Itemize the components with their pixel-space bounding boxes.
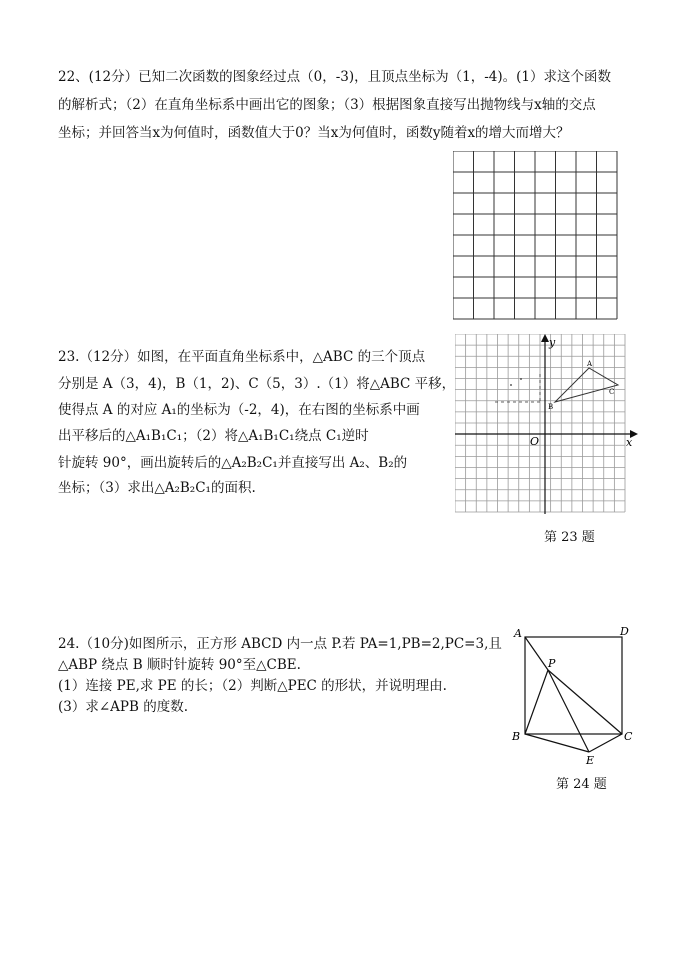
q23-label-c: C [609, 388, 615, 396]
q24-square-abcd [525, 637, 622, 734]
q24-segment-pb [525, 670, 548, 734]
q23-label-a: A [587, 360, 593, 368]
q24-segment-pe [548, 670, 589, 752]
q24-label-e: E [586, 754, 595, 766]
q24-label-d: D [620, 625, 629, 638]
q24-line-3: (1）连接 PE,求 PE 的长；（2）判断△PEC 的形状，并说明理由. [58, 678, 447, 694]
q23-y-axis-arrow [541, 334, 549, 342]
q24-segment-ap [525, 637, 548, 670]
q24-segment-pc [548, 670, 622, 734]
q23-caption: 第 23 题 [544, 530, 595, 545]
q24-square-figure [508, 624, 636, 766]
q22-line-2: 的解析式；（2）在直角坐标系中画出它的图象；（3）根据图象直接写出抛物线与x轴的交点 [58, 97, 596, 113]
q24-line-4: (3）求∠APB 的度数. [58, 699, 189, 715]
q23-line-4: 出平移后的△A₁B₁C₁；（2）将△A₁B₁C₁绕点 C₁逆时 [58, 428, 369, 444]
q24-label-p: P [548, 657, 556, 670]
q24-label-c: C [624, 730, 633, 743]
q24-segment-ce [589, 734, 622, 752]
q23-point-mark-2 [520, 378, 522, 380]
q23-coordinate-figure [455, 334, 640, 516]
q22-line-3: 坐标；并回答当x为何值时，函数值大于0？当x为何值时，函数y随着x的增大而增大？ [58, 125, 570, 141]
q22-blank-grid [453, 151, 619, 321]
q23-y-label: y [549, 336, 556, 349]
q23-label-b: B [548, 403, 554, 411]
q24-segment-be [525, 734, 589, 752]
q23-line-6: 坐标；（3）求出△A₂B₂C₁的面积. [58, 480, 256, 496]
q24-line-1: 24.（10分)如图所示，正方形 ABCD 内一点 P.若 PA=1,PB=2,PC=3,且 [58, 636, 502, 652]
q24-caption: 第 24 题 [556, 777, 607, 792]
q23-point-mark-1 [510, 384, 512, 386]
q23-line-1: 23.（12分）如图，在平面直角坐标系中，△ABC 的三个顶点 [58, 349, 426, 365]
q24-line-2: △ABP 绕点 B 顺时针旋转 90°至△CBE. [58, 657, 301, 673]
q22-line-1: 22、(12分）已知二次函数的图象经过点（0，-3)，且顶点坐标为（1，-4)。(1）求这个函数 [58, 69, 611, 85]
q23-triangle-abc [555, 368, 618, 402]
q23-line-3: 使得点 A 的对应 A₁的坐标为（-2，4)，在右图的坐标系中画 [58, 402, 420, 418]
q24-label-a: A [514, 627, 522, 640]
q23-x-label: x [626, 436, 633, 449]
q23-origin-label: O [530, 435, 540, 448]
q24-label-b: B [512, 730, 521, 743]
q23-line-5: 针旋转 90°，画出旋转后的△A₂B₂C₁并直接写出 A₂、B₂的 [58, 455, 408, 471]
q23-line-2: 分别是 A（3，4)，B（1，2)、C（5，3）.（1）将△ABC 平移， [58, 376, 456, 392]
